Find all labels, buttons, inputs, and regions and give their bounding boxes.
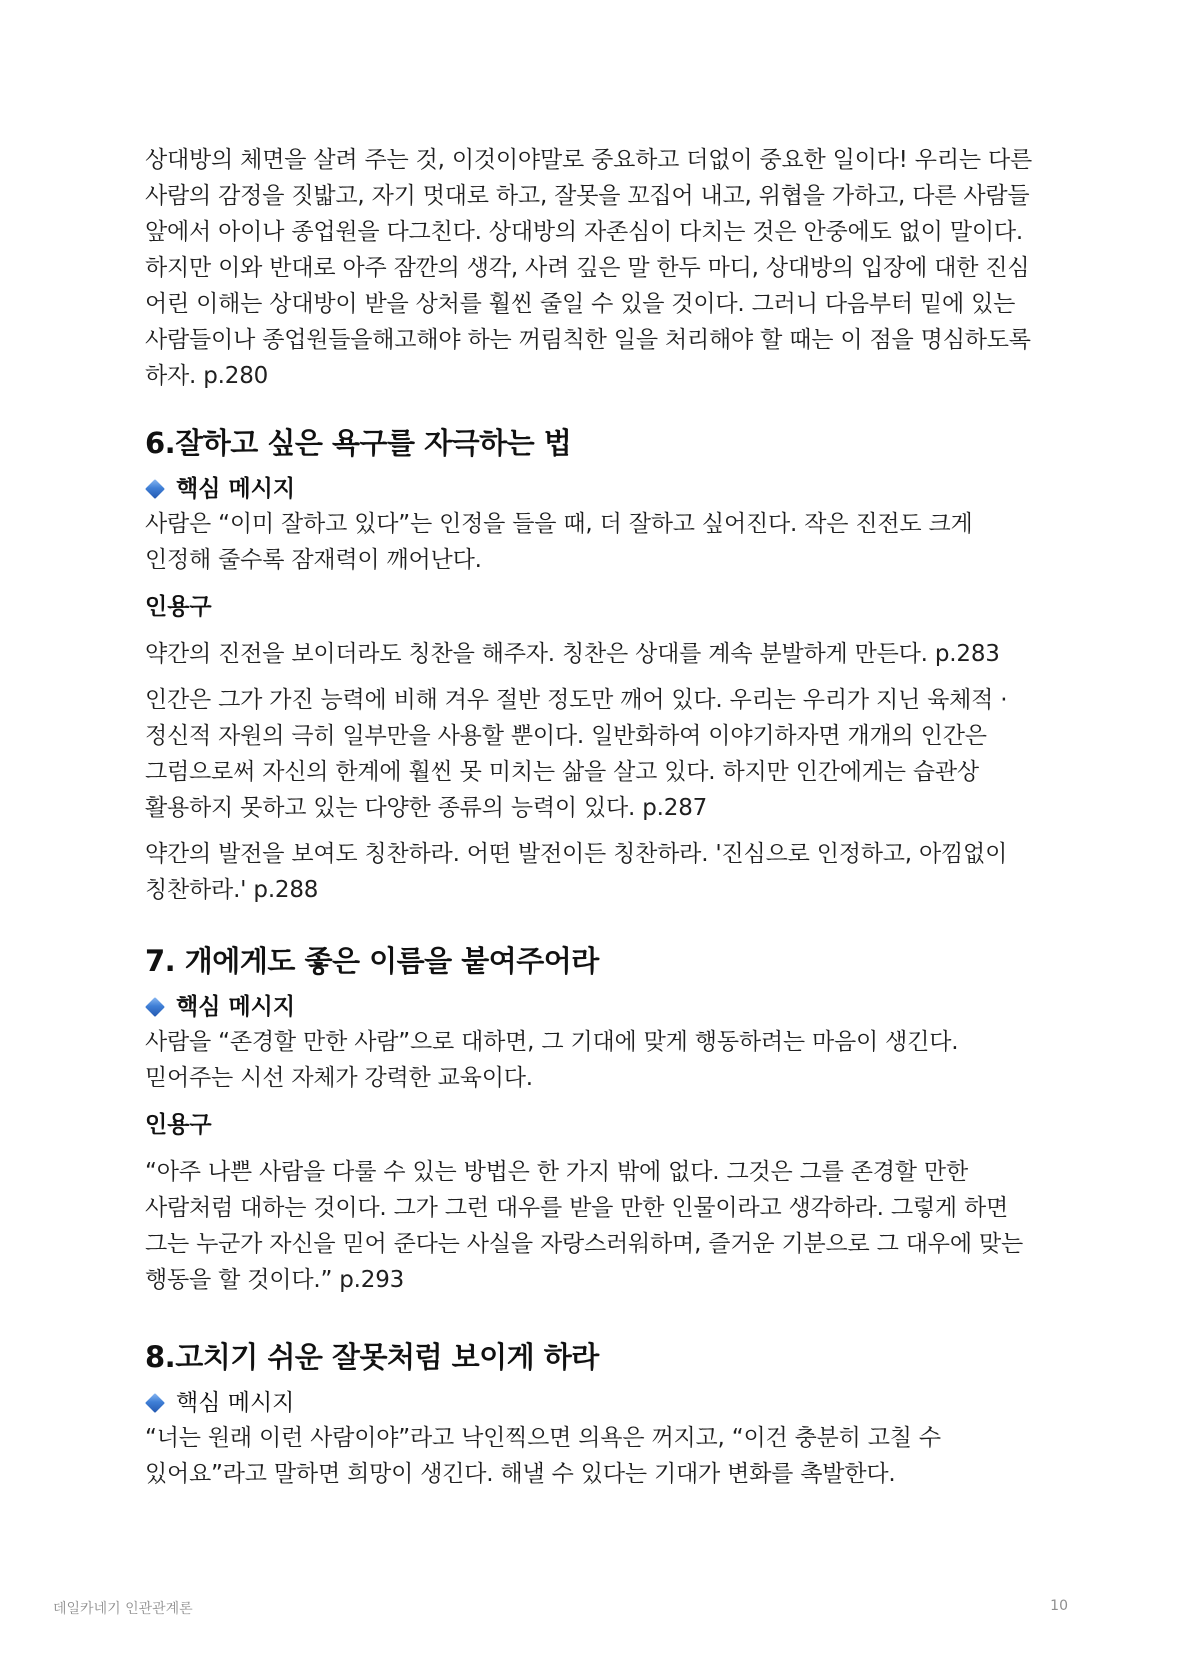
section-6-quote-3: 약간의 발전을 보여도 칭찬하라. 어떤 발전이든 칭찬하라. '진심으로 인정하고, 아낌없이 칭찬하라.' p.288 xyxy=(145,841,1008,903)
section-8-key-label xyxy=(145,1386,1040,1420)
section-6-quote-2: 인간은 그가 가진 능력에 비해 겨우 절반 정도만 깨어 있다. 우리는 우리가 지닌 육체적 · 정신적 자원의 극히 일부만을 사용할 뿐이다. 일반화하여 이야기하자면 개개의 인간은 그럼으로써 자신의 한계에 훨씬 못 미치는 삶을 살고 있다. 하지만 인간에게는 습관상 활용하지 못하고 있는 다양한 종류의 능력이 있다. p.287 xyxy=(145,687,1008,821)
footer-page-number: 10 xyxy=(1050,1598,1068,1614)
section-7-title: 7. 개에게도 좋은 이름을 붙여주어라 xyxy=(145,944,599,978)
section-6-key-label xyxy=(145,472,1040,506)
section-6-title: 6.잘하고 싶은 욕구를 자극하는 법 xyxy=(145,426,572,460)
section-6-quote-1: 약간의 진전을 보이더라도 칭찬을 해주자. 칭찬은 상대를 계속 분발하게 만든다. p.283 xyxy=(145,641,1000,667)
key-message-label: 핵심 메시지 xyxy=(176,476,296,502)
key-message-label: 핵심 메시지 xyxy=(176,1390,295,1416)
intro-paragraph: 상대방의 체면을 살려 주는 것, 이것이야말로 중요하고 더없이 중요한 일이다! 우리는 다른 사람의 감정을 짓밟고, 자기 멋대로 하고, 잘못을 꼬집어 내고, 위협을 가하고, 다른 사람들 앞에서 아이나 종업원을 다그친다. 상대방의 자존심이 다치는 것은 안중에도 없이 말이다. 하지만 이와 반대로 아주 잠깐의 생각, 사려 깊은 말 한두 마디, 상대방의 입장에 대한 진심 어린 이해는 상대방이 받을 상처를 훨씬 줄일 수 있을 것이다. 그러니 다음부터 밑에 있는 사람들이나 종업원들을해고해야 하는 꺼림칙한 일을 처리해야 할 때는 이 점을 명심하도록 하자. p.280 xyxy=(145,147,1033,389)
blue-diamond-icon xyxy=(145,997,165,1017)
section-7-quotes-label: 인용구 xyxy=(145,1112,212,1138)
section-7-key-message: 사람을 “존경할 만한 사람”으로 대하면, 그 기대에 맞게 행동하려는 마음이 생긴다. 믿어주는 시선 자체가 강력한 교육이다. xyxy=(145,1029,959,1091)
section-6-quotes-label: 인용구 xyxy=(145,594,212,620)
section-7-quote-1: “아주 나쁜 사람을 다룰 수 있는 방법은 한 가지 밖에 없다. 그것은 그를 존경할 만한 사람처럼 대하는 것이다. 그가 그런 대우를 받을 만한 인물이라고 생각하라. 그렇게 하면 그는 누군가 자신을 믿어 준다는 사실을 자랑스러워하며, 즐거운 기분으로 그 대우에 맞는 행동을 할 것이다.” p.293 xyxy=(145,1159,1023,1293)
document-body xyxy=(145,142,1040,1492)
blue-diamond-icon xyxy=(145,479,165,499)
section-8-key-message: “너는 원래 이런 사람이야”라고 낙인찍으면 의욕은 꺼지고, “이건 충분히 고칠 수 있어요”라고 말하면 희망이 생긴다. 해낼 수 있다는 기대가 변화를 촉발한다. xyxy=(145,1425,941,1487)
section-8-title: 8.고치기 쉬운 잘못처럼 보이게 하라 xyxy=(145,1340,599,1374)
key-message-label: 핵심 메시지 xyxy=(176,994,296,1020)
blue-diamond-icon xyxy=(145,1393,165,1413)
section-6-key-message: 사람은 “이미 잘하고 있다”는 인정을 들을 때, 더 잘하고 싶어진다. 작은 진전도 크게 인정해 줄수록 잠재력이 깨어난다. xyxy=(145,511,973,573)
section-7-key-label xyxy=(145,990,1040,1024)
footer-book-title: 데일카네기 인관관계론 xyxy=(53,1601,193,1617)
